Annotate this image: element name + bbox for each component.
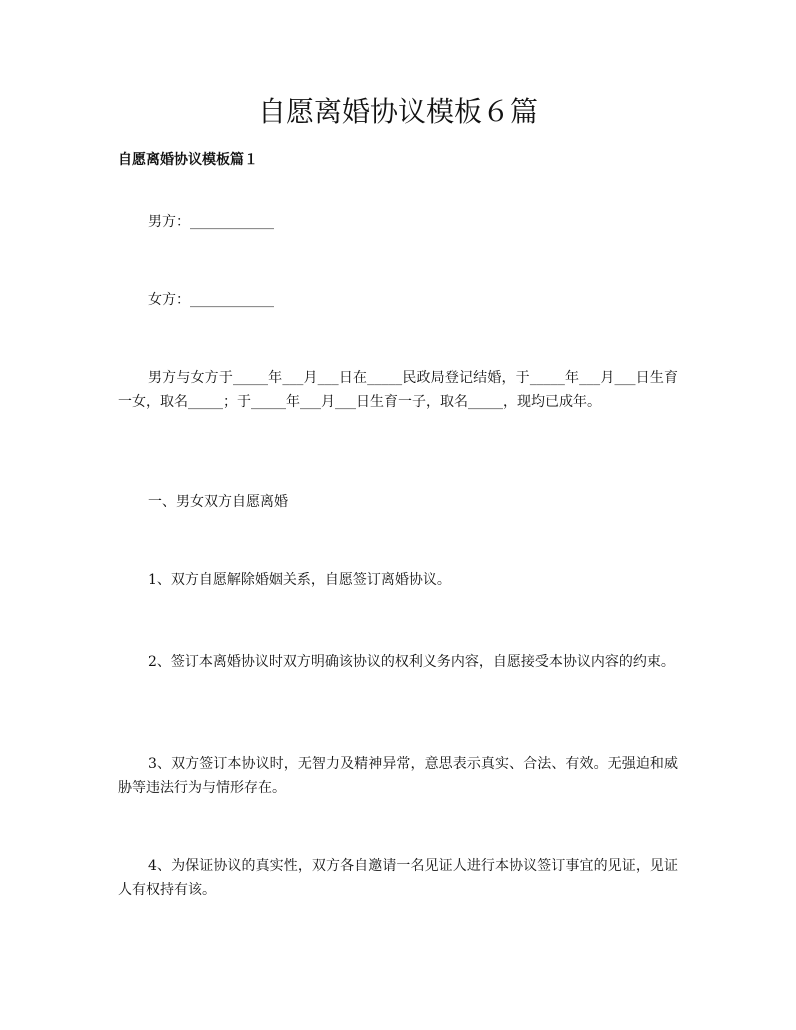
section-heading: 自愿离婚协议模板篇１ (118, 152, 258, 168)
marriage-info-paragraph: 男方与女方于_____年___月___日在_____民政局登记结婚，于_____年___月___日生育一女，取名_____；于_____年___月___日生育一子，取名_____，现均已成年。 (118, 370, 678, 410)
clause-2: 2、签订本离婚协议时双方明确该协议的权利义务内容，自愿接受本协议内容的约束。 (148, 654, 675, 670)
document-title: 自愿离婚协议模板６篇 (257, 95, 538, 128)
male-party-line: 男方：____________ (148, 214, 274, 230)
female-party-line: 女方：____________ (148, 292, 274, 308)
clause-3: 3、双方签订本协议时，无智力及精神异常，意思表示真实、合法、有效。无强迫和威胁等违法行为与情形存在。 (118, 756, 678, 796)
clause-4: 4、为保证协议的真实性，双方各自邀请一名见证人进行本协议签订事宜的见证，见证人有权持有该。 (118, 858, 678, 898)
article-one-heading: 一、男女双方自愿离婚 (148, 494, 288, 510)
clause-1: 1、双方自愿解除婚姻关系，自愿签订离婚协议。 (148, 572, 451, 588)
